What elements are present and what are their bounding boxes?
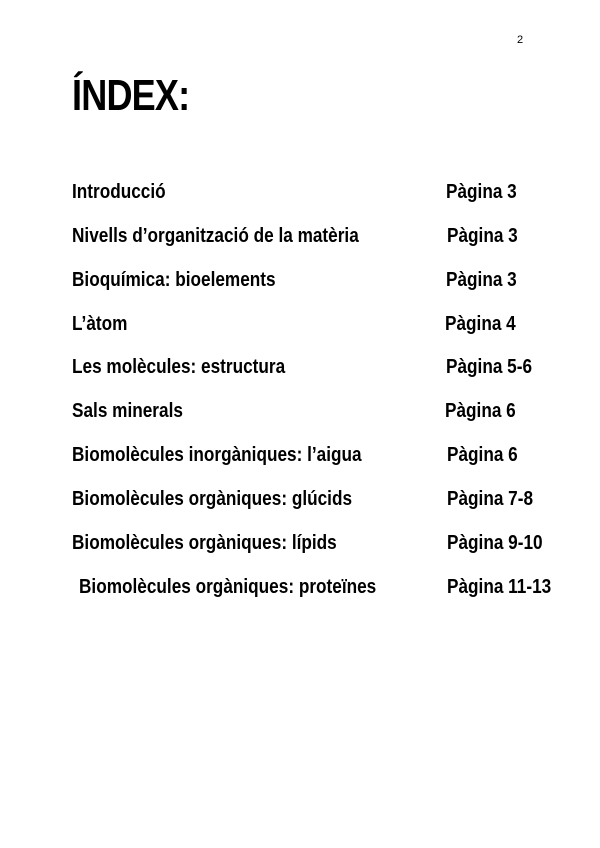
toc-entry-title: Biomolècules inorgàniques: l’aigua <box>72 444 362 466</box>
toc-entry <box>0 398 600 424</box>
toc-entry-page: Pàgina 5-6 <box>446 356 533 378</box>
toc-entry-title: Biomolècules orgàniques: glúcids <box>72 488 353 510</box>
toc-entry-title: Sals minerals <box>72 400 183 422</box>
page-title: ÍNDEX: <box>72 71 190 120</box>
toc-entry-page: Pàgina 3 <box>447 225 518 247</box>
toc-entry <box>0 223 600 249</box>
toc-entry <box>0 179 600 205</box>
toc-entry <box>0 486 600 512</box>
toc-entry-page: Pàgina 9-10 <box>447 532 543 554</box>
toc-entry-title: Biomolècules orgàniques: lípids <box>72 532 337 554</box>
toc-entry-page: Pàgina 4 <box>445 313 516 335</box>
toc-entry-title: L’àtom <box>72 313 128 335</box>
toc-entry-page: Pàgina 3 <box>446 181 517 203</box>
page-number: 2 <box>517 34 524 46</box>
toc-entry-title: Nivells d’organització de la matèria <box>72 225 359 247</box>
toc-entry-title: Introducció <box>72 181 166 203</box>
toc-entry-page: Pàgina 6 <box>447 444 518 466</box>
toc-entry-page: Pàgina 3 <box>446 269 517 291</box>
toc-entry-page: Pàgina 6 <box>445 400 516 422</box>
toc-entry-page: Pàgina 7-8 <box>447 488 534 510</box>
toc-entry-title: Les molècules: estructura <box>72 356 286 378</box>
toc-entry-title: Bioquímica: bioelements <box>72 269 276 291</box>
toc-entry <box>0 267 600 293</box>
toc-entry <box>0 530 600 556</box>
toc-entry <box>0 574 600 600</box>
toc-entry <box>0 311 600 337</box>
toc-entry <box>0 354 600 380</box>
toc-entry-title: Biomolècules orgàniques: proteïnes <box>79 576 377 598</box>
toc-entry <box>0 442 600 468</box>
toc-entry-page: Pàgina 11-13 <box>447 576 552 598</box>
